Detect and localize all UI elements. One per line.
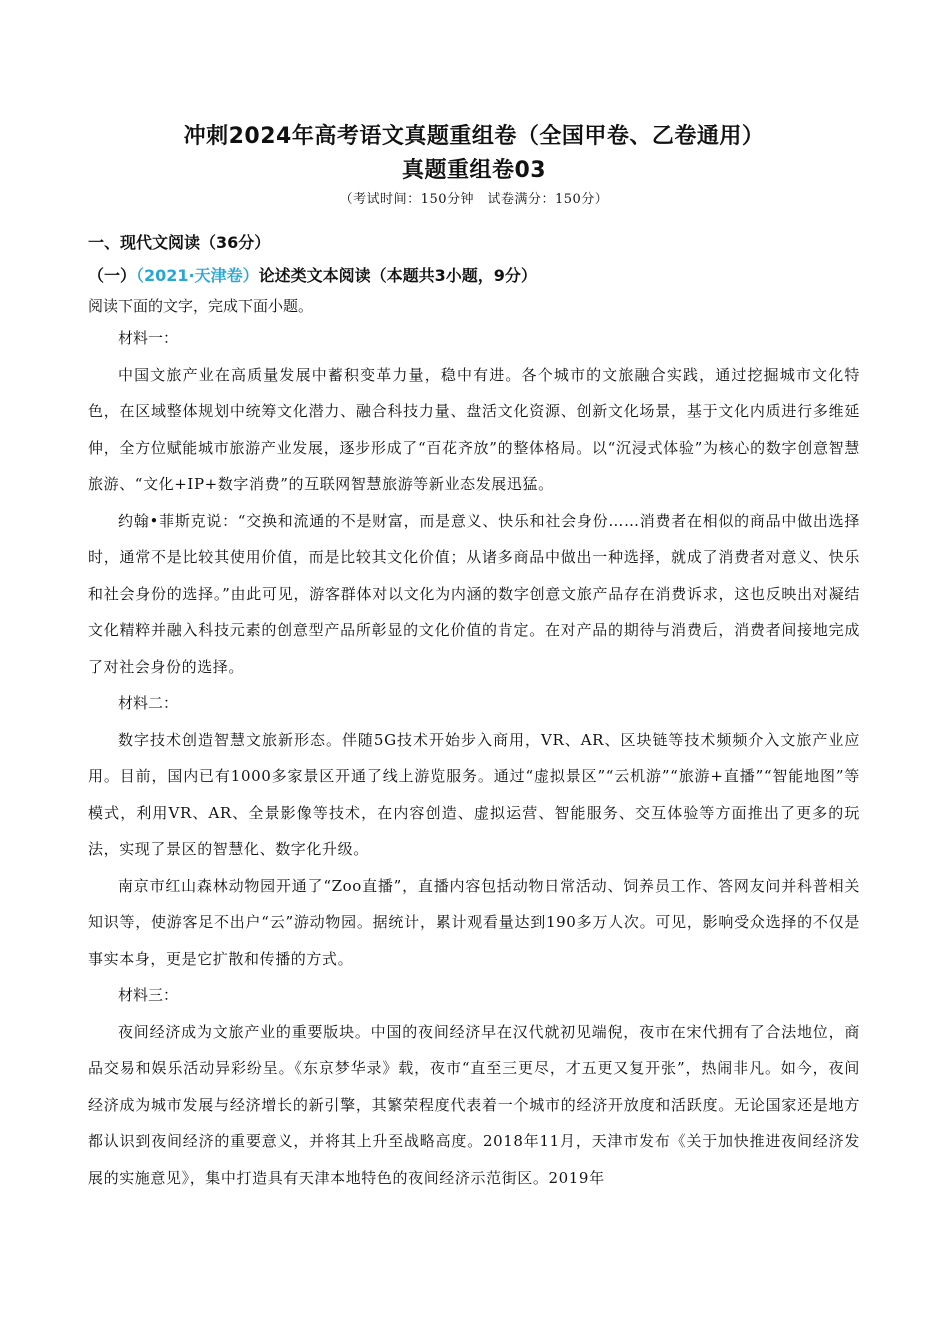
- paragraph: 数字技术创造智慧文旅新形态。伴随5G技术开始步入商用，VR、AR、区块链等技术频频介入文旅产业应用。目前，国内已有1000多家景区开通了线上游览服务。通过“虚拟景区”“云机游”“旅游+直播”“智能地图”等模式，利用VR、AR、全景影像等技术，在内容创造、虚拟运营、智能服务、交互体验等方面推出了更多的玩法，实现了景区的智慧化、数字化升级。: [88, 730, 860, 858]
- material-label: 材料三：: [118, 986, 179, 1004]
- paragraph: 夜间经济成为文旅产业的重要版块。中国的夜间经济早在汉代就初见端倪，夜市在宋代拥有了合法地位，商品交易和娱乐活动异彩纷呈。《东京梦华录》载，夜市“直至三更尽，才五更又复开张”，热闹非凡。如今，夜间经济成为城市发展与经济增长的新引擎，其繁荣程度代表着一个城市的经济开放度和活跃度。无论国家还是地方都认识到夜间经济的重要意义，并将其上升至战略高度。2018年11月，天津市发布《关于加快推进夜间经济发展的实施意见》，集中打造具有天津本地特色的夜间经济示范街区。2019年: [88, 1022, 860, 1187]
- subsection-heading: [88, 265, 860, 287]
- paper-title: 冲刺2024年高考语文真题重组卷（全国甲卷、乙卷通用）: [183, 124, 765, 149]
- subsection-title: 论述类文本阅读（本题共3小题，9分）: [258, 266, 537, 285]
- material-label: 材料一：: [118, 329, 179, 347]
- paragraph: 南京市红山森林动物园开通了“Zoo直播”，直播内容包括动物日常活动、饲养员工作、答网友问并科普相关知识等，使游客足不出户“云”游动物园。据统计，累计观看量达到190多万人次。可见，影响受众选择的不仅是事实本身，更是它扩散和传播的方式。: [88, 876, 860, 968]
- document-page: [88, 120, 860, 1196]
- reading-instruction: 阅读下面的文字，完成下面小题。: [88, 297, 314, 315]
- material-label: 材料二：: [118, 694, 179, 712]
- paragraph: 中国文旅产业在高质量发展中蓄积变革力量，稳中有进。各个城市的文旅融合实践，通过挖掘城市文化特色，在区域整体规划中统筹文化潜力、融合科技力量、盘活文化资源、创新文化场景，基于文化内质进行多维延伸，全方位赋能城市旅游产业发展，逐步形成了“百花齐放”的整体格局。以“沉浸式体验”为核心的数字创意智慧旅游、“文化+IP+数字消费”的互联网智慧旅游等新业态发展迅猛。: [88, 365, 860, 493]
- source-tag: （2021·天津卷）: [136, 266, 259, 285]
- exam-info: （考试时间：150分钟 试卷满分：150分）: [339, 192, 609, 207]
- paper-subtitle: 真题重组卷03: [401, 158, 547, 183]
- subsection-prefix: （一）: [88, 266, 137, 285]
- paragraph: 约翰•菲斯克说：“交换和流通的不是财富，而是意义、快乐和社会身份……消费者在相似的商品中做出选择时，通常不是比较其使用价值，而是比较其文化价值；从诸多商品中做出一种选择，就成了消费者对意义、快乐和社会身份的选择。”由此可见，游客群体对以文化为内涵的数字创意文旅产品存在消费诉求，这也反映出对凝结文化精粹并融入科技元素的创意型产品所彰显的文化价值的肯定。在对产品的期待与消费后，消费者间接地完成了对社会身份的选择。: [88, 511, 860, 676]
- reading-materials: [88, 320, 860, 1196]
- section-heading: 一、现代文阅读（36分）: [88, 233, 271, 252]
